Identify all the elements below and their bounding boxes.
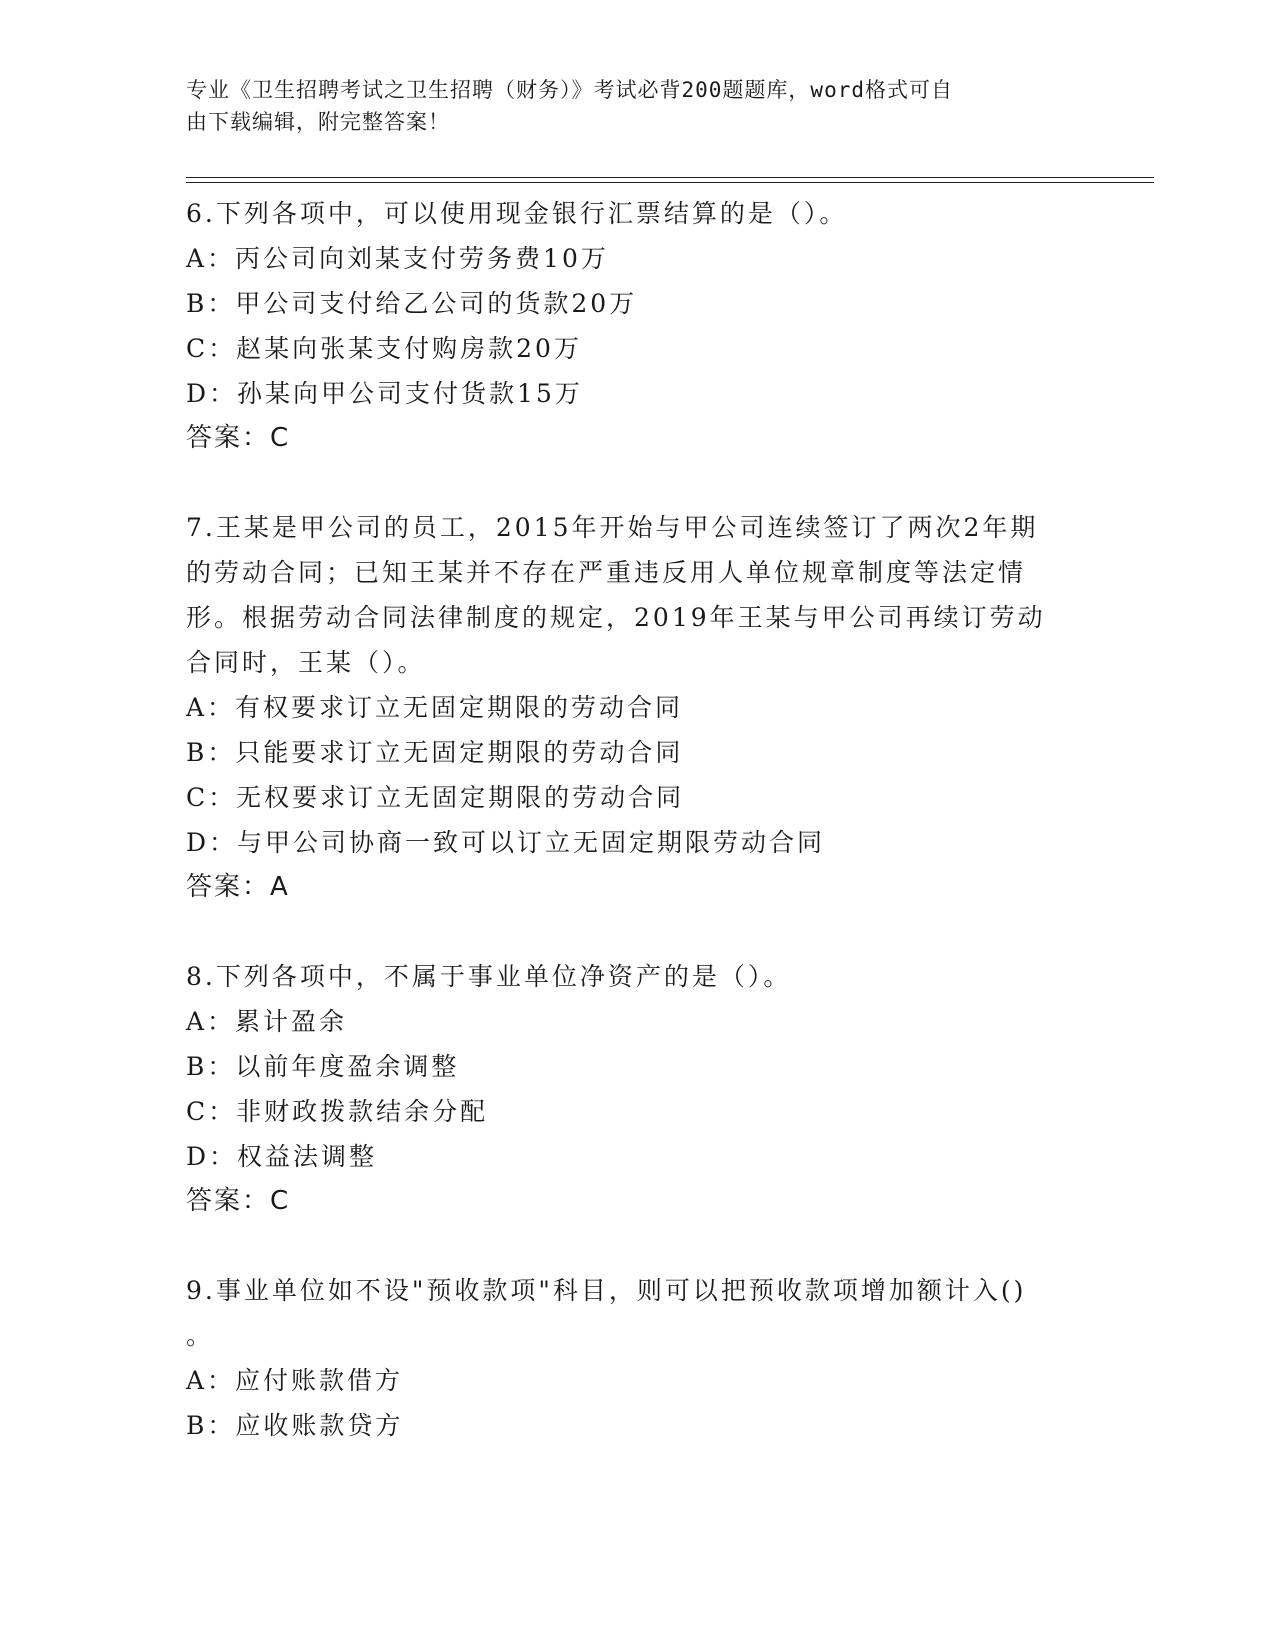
header-divider-top	[186, 177, 1154, 178]
option-d: D：与甲公司协商一致可以订立无固定期限劳动合同	[186, 828, 826, 857]
question-stem: 6.下列各项中，可以使用现金银行汇票结算的是（）。	[186, 199, 848, 228]
question-6	[186, 191, 1066, 461]
answer-label: 答案：C	[186, 423, 291, 453]
answer-label: 答案：C	[186, 1186, 291, 1216]
option-a: A：丙公司向刘某支付劳务费10万	[186, 244, 609, 273]
question-stem-line-2: 的劳动合同；已知王某并不存在严重违反用人单位规章制度等法定情	[186, 558, 1027, 587]
question-stem: 8.下列各项中，不属于事业单位净资产的是（）。	[186, 962, 792, 991]
option-a: A：应付账款借方	[186, 1366, 404, 1395]
document-header	[186, 74, 1066, 138]
header-line-2: 由下载编辑，附完整答案！	[186, 110, 450, 134]
option-c: C：赵某向张某支付购房款20万	[186, 334, 582, 363]
option-b: B：只能要求订立无固定期限的劳动合同	[186, 738, 684, 767]
question-stem-line-3: 形。根据劳动合同法律制度的规定，2019年王某与甲公司再续订劳动	[186, 603, 1046, 632]
option-a: A：有权要求订立无固定期限的劳动合同	[186, 693, 684, 722]
question-stem-line-1: 9.事业单位如不设"预收款项"科目，则可以把预收款项增加额计入()	[186, 1276, 1027, 1305]
spacer	[186, 1224, 1066, 1268]
option-d: D：权益法调整	[186, 1142, 378, 1171]
header-line-1: 专业《卫生招聘考试之卫生招聘（财务）》考试必背200题题库，word格式可自	[186, 78, 953, 102]
option-b: B：应收账款贷方	[186, 1411, 404, 1440]
question-7	[186, 505, 1066, 910]
header-divider-bottom	[186, 182, 1154, 183]
option-c: C：无权要求订立无固定期限的劳动合同	[186, 783, 685, 812]
option-b: B：甲公司支付给乙公司的货款20万	[186, 289, 638, 318]
option-a: A：累计盈余	[186, 1007, 348, 1036]
question-stem-line-2: 。	[186, 1321, 215, 1350]
question-stem-line-1: 7.王某是甲公司的员工，2015年开始与甲公司连续签订了两次2年期	[186, 513, 1039, 542]
spacer	[186, 461, 1066, 505]
spacer	[186, 910, 1066, 954]
option-d: D：孙某向甲公司支付货款15万	[186, 379, 583, 408]
option-b: B：以前年度盈余调整	[186, 1052, 460, 1081]
option-c: C：非财政拨款结余分配	[186, 1097, 489, 1126]
question-9	[186, 1268, 1066, 1448]
answer-label: 答案：A	[186, 872, 290, 902]
question-8	[186, 954, 1066, 1224]
question-list	[186, 191, 1066, 1448]
question-stem-line-4: 合同时，王某（）。	[186, 648, 426, 677]
